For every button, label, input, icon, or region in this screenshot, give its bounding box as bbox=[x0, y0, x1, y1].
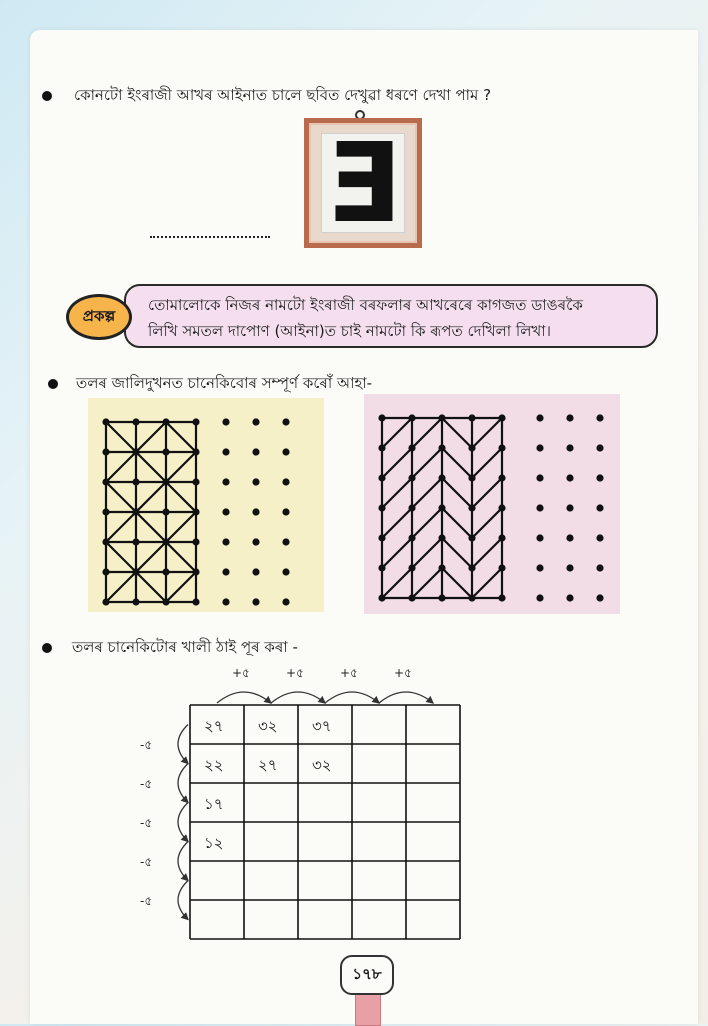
pattern-dot bbox=[192, 478, 199, 485]
pattern-dot bbox=[468, 444, 475, 451]
pattern-dot bbox=[102, 508, 109, 515]
pattern-dot bbox=[468, 474, 475, 481]
column-step-label: +৫ bbox=[286, 666, 304, 680]
pattern-dot bbox=[162, 418, 169, 425]
project-box bbox=[124, 284, 658, 348]
pattern-dot bbox=[132, 598, 139, 605]
page-number: ১৭৮ bbox=[340, 955, 394, 995]
pattern-dot bbox=[498, 474, 505, 481]
pattern-dot bbox=[378, 474, 385, 481]
pattern-dot bbox=[468, 564, 475, 571]
pattern-dot bbox=[438, 594, 445, 601]
row-step-arrow bbox=[178, 842, 188, 881]
project-badge: প্ৰকল্প bbox=[66, 294, 132, 340]
pattern-dot bbox=[498, 444, 505, 451]
project-line-2: লিখি সমতল দাপোণ (আইনা)ত চাই নামটো কি ৰূপত দেখিলা লিখা। bbox=[148, 322, 551, 340]
pattern-dot bbox=[498, 414, 505, 421]
pattern-dot bbox=[162, 508, 169, 515]
project-line-1: তোমালোকে নিজৰ নামটো ইংৰাজী বৰফলাৰ আখৰেৰে কাগজত ডাঙৰকৈ bbox=[148, 296, 583, 314]
pattern-dot bbox=[468, 594, 475, 601]
grid-cell-value: ৩৭ bbox=[312, 717, 332, 735]
mirror-glass bbox=[321, 119, 405, 247]
column-step-label: +৫ bbox=[394, 666, 412, 680]
pattern-dot bbox=[162, 568, 169, 575]
blank-dot bbox=[566, 534, 573, 541]
row-step-arrow bbox=[178, 803, 188, 842]
pattern-dot bbox=[192, 598, 199, 605]
number-grid bbox=[120, 660, 480, 950]
blank-dot bbox=[282, 538, 289, 545]
grid-cell-value: ৩২ bbox=[312, 756, 332, 774]
bullet-icon bbox=[42, 91, 52, 101]
blank-dot bbox=[596, 444, 603, 451]
pattern-dot bbox=[408, 414, 415, 421]
question-3-text: তলৰ চানেকিটোৰ খালী ঠাই পূৰ কৰা - bbox=[72, 638, 298, 656]
pattern-dot bbox=[162, 538, 169, 545]
pattern-dot bbox=[498, 534, 505, 541]
pattern-dot bbox=[408, 444, 415, 451]
pattern-dot bbox=[378, 564, 385, 571]
pattern-dot bbox=[408, 564, 415, 571]
pattern-dot bbox=[438, 534, 445, 541]
grid-cell-value: ৩২ bbox=[258, 717, 278, 735]
blank-dot bbox=[536, 474, 543, 481]
blank-dot bbox=[252, 418, 259, 425]
blank-dot bbox=[536, 504, 543, 511]
row-step-label: -৫ bbox=[140, 777, 153, 791]
grid-lines bbox=[190, 705, 460, 939]
blank-dot bbox=[596, 504, 603, 511]
pattern-dot bbox=[408, 594, 415, 601]
grid-cells bbox=[204, 717, 332, 852]
pattern-dot bbox=[132, 478, 139, 485]
blank-dot bbox=[282, 478, 289, 485]
grid-cell-value: ১৭ bbox=[204, 795, 224, 813]
blank-dot bbox=[282, 448, 289, 455]
pattern-dot bbox=[378, 534, 385, 541]
blank-dot bbox=[252, 448, 259, 455]
row-step-label: -৫ bbox=[140, 816, 153, 830]
row-step-arrows bbox=[140, 725, 188, 920]
pattern-dot bbox=[192, 418, 199, 425]
pattern-dot bbox=[378, 504, 385, 511]
pattern-dot bbox=[498, 564, 505, 571]
blank-dot bbox=[252, 478, 259, 485]
blank-dot bbox=[566, 444, 573, 451]
right-pattern-panel bbox=[364, 394, 620, 614]
grid-cell-value: ১২ bbox=[204, 834, 224, 852]
blank-dot bbox=[282, 568, 289, 575]
column-step-label: +৫ bbox=[232, 666, 250, 680]
pattern-dot bbox=[192, 508, 199, 515]
pattern-dot bbox=[438, 564, 445, 571]
blank-dot bbox=[596, 594, 603, 601]
bullet-icon bbox=[42, 643, 52, 653]
blank-dot bbox=[566, 474, 573, 481]
answer-blank[interactable] bbox=[150, 236, 270, 238]
blank-dot bbox=[252, 508, 259, 515]
blank-dot bbox=[536, 594, 543, 601]
column-step-arrow bbox=[271, 692, 325, 703]
blank-dot bbox=[252, 538, 259, 545]
pattern-dot bbox=[408, 534, 415, 541]
grid-cell-value: ২২ bbox=[204, 756, 224, 774]
pattern-dot bbox=[438, 474, 445, 481]
pattern-dot bbox=[162, 478, 169, 485]
column-step-arrow bbox=[217, 692, 271, 703]
pattern-dot bbox=[102, 598, 109, 605]
pattern-dot bbox=[408, 504, 415, 511]
blank-dot bbox=[222, 538, 229, 545]
pattern-dot bbox=[378, 444, 385, 451]
row-step-label: -৫ bbox=[140, 894, 153, 908]
pattern-dot bbox=[132, 538, 139, 545]
pattern-dot bbox=[192, 538, 199, 545]
blank-dot bbox=[282, 418, 289, 425]
left-panel-background bbox=[88, 398, 324, 612]
left-pattern-panel bbox=[88, 398, 324, 612]
blank-dot bbox=[596, 564, 603, 571]
blank-dot bbox=[282, 508, 289, 515]
row-step-arrow bbox=[178, 881, 188, 920]
blank-dot bbox=[222, 508, 229, 515]
blank-dot bbox=[222, 568, 229, 575]
grid-cell-value: ২৭ bbox=[258, 756, 278, 774]
pattern-dot bbox=[468, 414, 475, 421]
column-step-arrow bbox=[325, 692, 379, 703]
row-step-label: -৫ bbox=[140, 738, 153, 752]
mirror-letter: Ǝ bbox=[325, 119, 401, 247]
blank-dot bbox=[222, 448, 229, 455]
blank-dot bbox=[222, 598, 229, 605]
pattern-dot bbox=[438, 504, 445, 511]
pattern-dot bbox=[132, 508, 139, 515]
pattern-dot bbox=[468, 504, 475, 511]
pattern-dot bbox=[378, 414, 385, 421]
pattern-dot bbox=[102, 568, 109, 575]
pattern-dot bbox=[378, 594, 385, 601]
page-number-stub bbox=[355, 993, 381, 1026]
row-step-label: -৫ bbox=[140, 855, 153, 869]
grid-cell-value: ২৭ bbox=[204, 717, 224, 735]
blank-dot bbox=[536, 534, 543, 541]
blank-dot bbox=[566, 564, 573, 571]
pattern-dot bbox=[498, 594, 505, 601]
pattern-dot bbox=[102, 478, 109, 485]
blank-dot bbox=[252, 598, 259, 605]
bullet-icon bbox=[48, 379, 58, 389]
blank-dot bbox=[536, 564, 543, 571]
question-1-text: কোনটো ইংৰাজী আখৰ আইনাত চালে ছবিত দেখুৱা ধৰণে দেখা পাম ? bbox=[74, 86, 492, 104]
column-step-arrows bbox=[217, 666, 433, 703]
blank-dot bbox=[222, 418, 229, 425]
row-step-arrow bbox=[178, 764, 188, 803]
blank-dot bbox=[282, 598, 289, 605]
blank-dot bbox=[566, 504, 573, 511]
pattern-dot bbox=[438, 414, 445, 421]
column-step-label: +৫ bbox=[340, 666, 358, 680]
pattern-dot bbox=[102, 418, 109, 425]
pattern-dot bbox=[192, 448, 199, 455]
blank-dot bbox=[566, 594, 573, 601]
pattern-dot bbox=[468, 534, 475, 541]
pattern-dot bbox=[102, 538, 109, 545]
pattern-dot bbox=[132, 418, 139, 425]
question-2-text: তলৰ জালিদুখনত চানেকিবোৰ সম্পূৰ্ণ কৰোঁ আহা- bbox=[76, 374, 373, 392]
blank-dot bbox=[596, 474, 603, 481]
pattern-dot bbox=[498, 504, 505, 511]
pattern-dot bbox=[102, 448, 109, 455]
pattern-dot bbox=[438, 444, 445, 451]
pattern-dot bbox=[408, 474, 415, 481]
blank-dot bbox=[536, 444, 543, 451]
blank-dot bbox=[566, 414, 573, 421]
blank-dot bbox=[536, 414, 543, 421]
pattern-dot bbox=[132, 448, 139, 455]
pattern-dot bbox=[192, 568, 199, 575]
pattern-dot bbox=[162, 598, 169, 605]
pattern-dot bbox=[162, 448, 169, 455]
blank-dot bbox=[596, 414, 603, 421]
mirror-frame bbox=[304, 118, 422, 248]
blank-dot bbox=[252, 568, 259, 575]
row-step-arrow bbox=[178, 725, 188, 764]
blank-dot bbox=[222, 478, 229, 485]
blank-dot bbox=[596, 534, 603, 541]
pattern-dot bbox=[132, 568, 139, 575]
column-step-arrow bbox=[379, 692, 433, 703]
